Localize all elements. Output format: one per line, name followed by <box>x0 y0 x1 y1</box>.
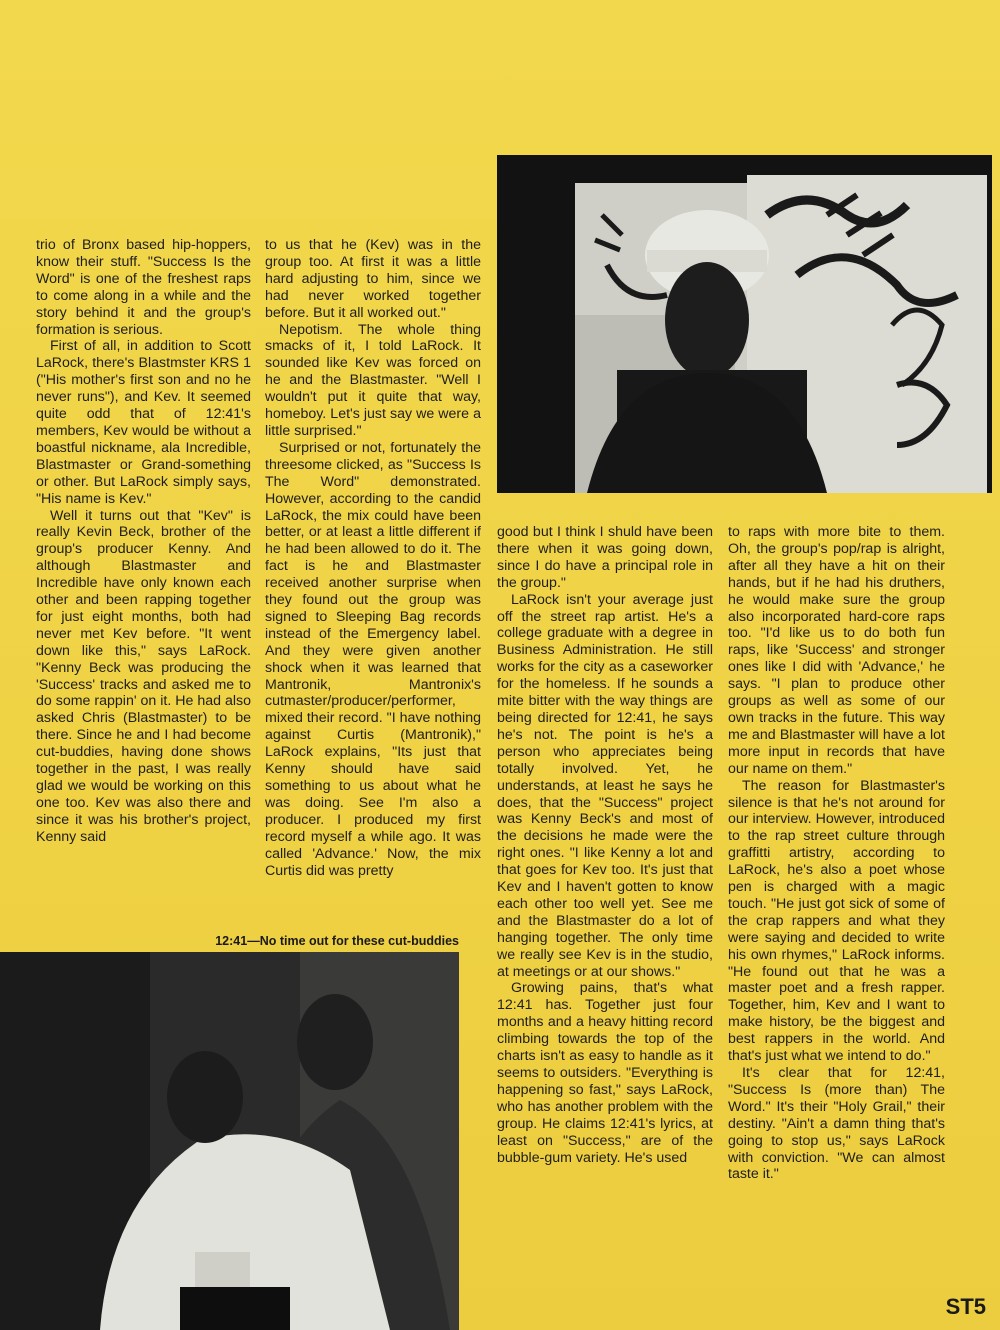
article-column-3 <box>497 524 713 1166</box>
article-paragraph: The reason for Blastmaster's silence is that he's not around for our interview. However, introduced to the rap street culture through graffitti artistry, according to LaRock, he's also a poet whose pen is charged with a magic touch. "He just got sick of some of the crap rappers and what they were saying and decided to write his own rhymes," LaRock informs. "He found out that he was a master poet and a fresh rapper. Together, him, Kev and I want to make history, be the biggest and best rappers in the world. And that's just what we intend to do." <box>728 777 945 1065</box>
article-paragraph: First of all, in addition to Scott LaRock, there's Blastmster KRS 1 ("His mother's first son and no he never runs"), and Kev. It seemed quite odd that of 12:41's members, Kev would be without a boastful nickname, ala Incredible, Blastmaster or Grand-something or other. But LaRock simply says, "His name is Kev." <box>36 338 251 507</box>
photo-caption: 12:41—No time out for these cut-buddies <box>215 934 459 948</box>
article-paragraph: trio of Bronx based hip-hoppers, know their stuff. "Success Is the Word" is one of the freshest raps to come along in a while and the story behind it and the group's formation is serious. <box>36 237 251 338</box>
photo-cut-buddies-image <box>0 952 459 1330</box>
photo-cut-buddies <box>0 952 459 1330</box>
article-column-1 <box>36 237 251 846</box>
article-paragraph: to raps with more bite to them. Oh, the group's pop/rap is alright, after all they have a hit on their hands, but if he had his druthers, he would make sure the group also incorporated hard-core raps too. "I'd like us to do both fun raps, like 'Success' and stronger ones like I did with 'Advance,' he says. "I plan to produce other groups as well as some of our own tracks in the future. This way me and Blastmaster will have a lot more input in records that have our name on them." <box>728 524 945 777</box>
article-column-2 <box>265 237 481 879</box>
article-paragraph: Surprised or not, fortunately the threesome clicked, as "Success Is The Word" demonstrated. However, according to the candid LaRock, the mix could have been better, or at least a little different if he had been allowed to do it. The fact is he and Blastmaster received another surprise when they found out the group was signed to Sleeping Bag records instead of the Emergency label. And they were given another shock when it was learned that Mantronik, Mantronix's cutmaster/producer/performer, mixed their record. "I have nothing against Curtis (Mantronik)," LaRock explains, "Its just that Kenny should have said something to us about what he was doing. See I'm also a producer. I produced my first record myself a while ago. It was called 'Advance.' Now, the mix Curtis did was pretty <box>265 439 481 879</box>
photo-man-in-hat-image <box>497 155 992 493</box>
article-column-4 <box>728 524 945 1183</box>
article-paragraph: Well it turns out that "Kev" is really Kevin Beck, brother of the group's producer Kenny. And although Blastmaster and Incredible have only known each other and been rapping together for just eight months, both had never met Kev before. "It went down like this," says LaRock. "Kenny Beck was producing the 'Success' tracks and asked me to do some rappin' on it. He had also asked Chris (Blastmaster) to be there. Since he and I had become cut-buddies, having done shows together in the past, I was really glad we would be working on this one too. Kev was also there and since it was his brother's project, Kenny said <box>36 507 251 845</box>
photo-man-in-hat <box>497 155 992 493</box>
article-paragraph: to us that he (Kev) was in the group too. At first it was a little hard adjusting to him, since we had never worked together before. But it all worked out." <box>265 237 481 321</box>
article-paragraph: LaRock isn't your average just off the street rap artist. He's a college graduate with a degree in Business Administration. He still works for the city as a caseworker for the homeless. If he sounds a mite bitter with the way things are being directed for 12:41, he says he's not. The point is he's a person who appreciates being totally involved. Yet, he understands, at least he says he does, that the "Success" project was Kenny Beck's and most of the decisions he made were the right ones. "I like Kenny a lot and that goes for Kev too. It's just that Kev and I haven't gotten to know each other too well yet. See me and the Blastmaster do a lot of hanging together. The only time we really see Kev is in the studio, at meetings or at our shows." <box>497 591 713 980</box>
article-paragraph: Nepotism. The whole thing smacks of it, I told LaRock. It sounded like Kev was forced on he and the Blastmaster. "Well I wouldn't put it quite that way, homeboy. Let's just say we were a little surprised." <box>265 321 481 439</box>
page-number: ST5 <box>945 1294 986 1319</box>
article-paragraph: good but I think I shuld have been there when it was going down, since I do have a principal role in the group." <box>497 524 713 591</box>
article-paragraph: It's clear that for 12:41, "Success Is (more than) The Word." It's their "Holy Grail," their destiny. "Ain't a damn thing that's going to stop us," says LaRock with conviction. "We can almost taste it." <box>728 1065 945 1183</box>
article-paragraph: Growing pains, that's what 12:41 has. Together just four months and a heavy hitting record climbing towards the top of the charts isn't as easy to handle as it seems to outsiders. "Everything is happening so fast," says LaRock, who has another problem with the group. He claims 12:41's lyrics, at least on "Success," are of the bubble-gum variety. He's used <box>497 980 713 1166</box>
